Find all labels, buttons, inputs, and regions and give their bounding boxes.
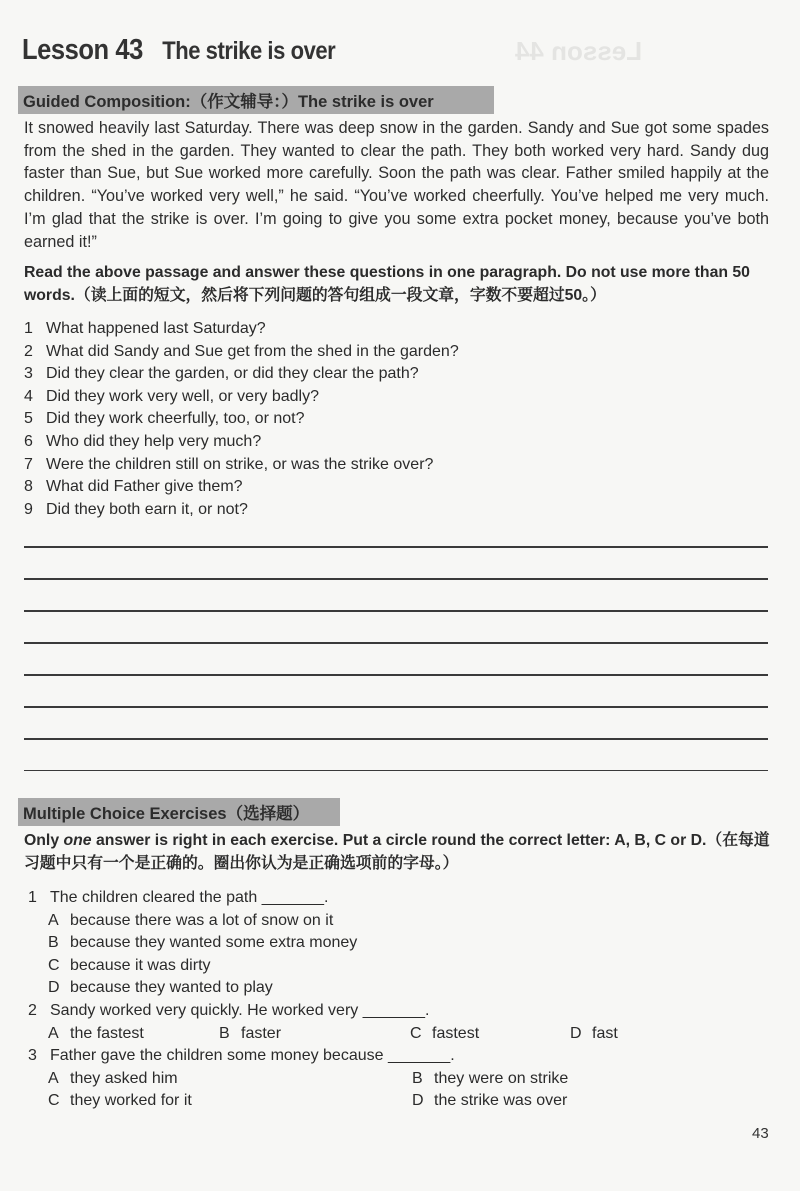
mc-option[interactable] (410, 1023, 479, 1046)
option-letter[interactable]: A (48, 911, 59, 929)
option-letter[interactable]: A (48, 1024, 59, 1042)
option-letter[interactable]: B (48, 934, 59, 952)
mc-option[interactable] (48, 1068, 178, 1091)
mc-option[interactable] (28, 910, 768, 933)
mc-option[interactable] (48, 1023, 144, 1046)
mc-question-stem (28, 887, 768, 910)
mc-question-number: 1 (28, 889, 37, 906)
mc-option[interactable] (28, 977, 768, 1000)
option-letter[interactable]: A (48, 1069, 59, 1087)
composition-instruction: Read the above passage and answer these questions in one paragraph. Do not use more than 50 words.（读上面的短文，然后将下列问题的答句组成一段文章，字数不要超过50。） (24, 264, 750, 304)
question-item (24, 499, 459, 522)
option-letter[interactable]: B (219, 1024, 230, 1042)
question-item (24, 431, 459, 454)
mc-option-row (28, 1068, 768, 1091)
question-text: What happened last Saturday? (46, 320, 266, 337)
option-letter[interactable]: D (570, 1024, 582, 1042)
question-item (24, 318, 459, 341)
mc-question-stem (28, 1000, 768, 1023)
question-text: Did they work cheerfully, too, or not? (46, 410, 305, 428)
comprehension-question-list (24, 318, 459, 521)
mc-question-text: Sandy worked very quickly. He worked very _______. (50, 1001, 430, 1019)
option-text: they asked him (70, 1069, 178, 1087)
option-text: fastest (432, 1024, 480, 1042)
option-text: the strike was over (434, 1092, 568, 1110)
mc-question-text: The children cleared the path _______. (50, 889, 329, 906)
answer-writing-lines[interactable] (24, 546, 768, 802)
question-number: 6 (24, 432, 33, 450)
answer-line[interactable] (24, 770, 768, 772)
answer-line[interactable] (24, 706, 768, 708)
mc-question-number: 2 (28, 1001, 37, 1019)
mc-option[interactable] (48, 1090, 192, 1113)
mc-option[interactable] (28, 932, 768, 955)
question-number: 2 (24, 342, 33, 360)
option-letter[interactable]: B (412, 1069, 423, 1087)
mc-option[interactable] (219, 1023, 281, 1046)
option-text: because it was dirty (70, 956, 211, 974)
question-item (24, 341, 459, 364)
mc-option-row (28, 1090, 768, 1113)
question-number: 9 (24, 500, 33, 518)
question-text: Were the children still on strike, or was the strike over? (46, 455, 434, 473)
guided-composition-heading: Guided Composition:（作文辅导：）The strike is over (18, 86, 494, 114)
question-item (24, 386, 459, 409)
question-text: Who did they help very much? (46, 432, 262, 450)
lesson-title: The strike is over (162, 37, 336, 65)
mc-option[interactable] (412, 1090, 567, 1113)
question-item (24, 454, 459, 477)
reading-passage: It snowed heavily last Saturday. There was deep snow in the garden. Sandy and Sue got some spades from the shed in the garden. They wanted to clear the path. They both worked very hard. Sandy dug faster than Sue, but Sue worked more carefully. Soon the path was clear. Father smiled happily at the children. “You’ve worked very well,” he said. “You’ve worked cheerfully. You’ve helped me very much. I’m glad that the strike is over. I’m going to give you some extra pocket money, because you’ve both earned it!” (24, 119, 769, 251)
option-letter[interactable]: D (48, 979, 60, 997)
lesson-heading (22, 34, 335, 67)
option-text: fast (592, 1024, 618, 1042)
answer-line[interactable] (24, 546, 768, 548)
question-item (24, 476, 459, 499)
option-text: because they wanted some extra money (70, 934, 358, 952)
instruction-text: answer is right in each exercise. Put a circle round the correct letter: A, B, C or D.（在每道习题中只有一个是正确的。圈出你认为是正确选项前的字母。） (24, 832, 770, 872)
option-text: because there was a lot of snow on it (70, 911, 334, 929)
option-text: they worked for it (70, 1092, 192, 1110)
mc-question-text: Father gave the children some money because _______. (50, 1047, 455, 1065)
option-text: they were on strike (434, 1069, 569, 1087)
answer-line[interactable] (24, 674, 768, 676)
question-item (24, 363, 459, 386)
multiple-choice-questions (28, 887, 768, 1113)
mc-option-row (28, 1023, 768, 1046)
lesson-number: Lesson 43 (22, 34, 143, 66)
question-text: Did they clear the garden, or did they clear the path? (46, 365, 419, 383)
question-item (24, 408, 459, 431)
question-text: What did Sandy and Sue get from the shed in the garden? (46, 342, 459, 360)
question-text: Did they both earn it, or not? (46, 500, 248, 518)
answer-line[interactable] (24, 738, 768, 740)
option-letter[interactable]: D (412, 1092, 424, 1110)
mc-question-stem (28, 1045, 768, 1068)
question-number: 1 (24, 320, 33, 337)
question-number: 5 (24, 410, 33, 428)
answer-line[interactable] (24, 642, 768, 644)
mc-option[interactable] (412, 1068, 568, 1091)
option-text: the fastest (70, 1024, 144, 1042)
question-number: 7 (24, 455, 33, 473)
instruction-emphasis: one (63, 832, 92, 849)
page-number: 43 (752, 1125, 769, 1142)
mc-option[interactable] (570, 1023, 618, 1046)
option-letter[interactable]: C (410, 1024, 422, 1042)
question-text: What did Father give them? (46, 478, 243, 496)
multiple-choice-heading: Multiple Choice Exercises（选择题） (18, 798, 340, 826)
instruction-text: Only (24, 832, 64, 849)
option-text: faster (241, 1024, 282, 1042)
answer-line[interactable] (24, 610, 768, 612)
question-number: 8 (24, 478, 33, 496)
multiple-choice-instruction (24, 830, 774, 875)
option-letter[interactable]: C (48, 956, 60, 974)
option-text: because they wanted to play (70, 979, 273, 997)
mc-option[interactable] (28, 955, 768, 978)
bleed-through-text: Lesson 44 (515, 36, 643, 66)
question-number: 3 (24, 365, 33, 383)
mc-question-number: 3 (28, 1047, 37, 1065)
question-number: 4 (24, 387, 33, 405)
answer-line[interactable] (24, 578, 768, 580)
option-letter[interactable]: C (48, 1092, 60, 1110)
question-text: Did they work very well, or very badly? (46, 387, 319, 405)
